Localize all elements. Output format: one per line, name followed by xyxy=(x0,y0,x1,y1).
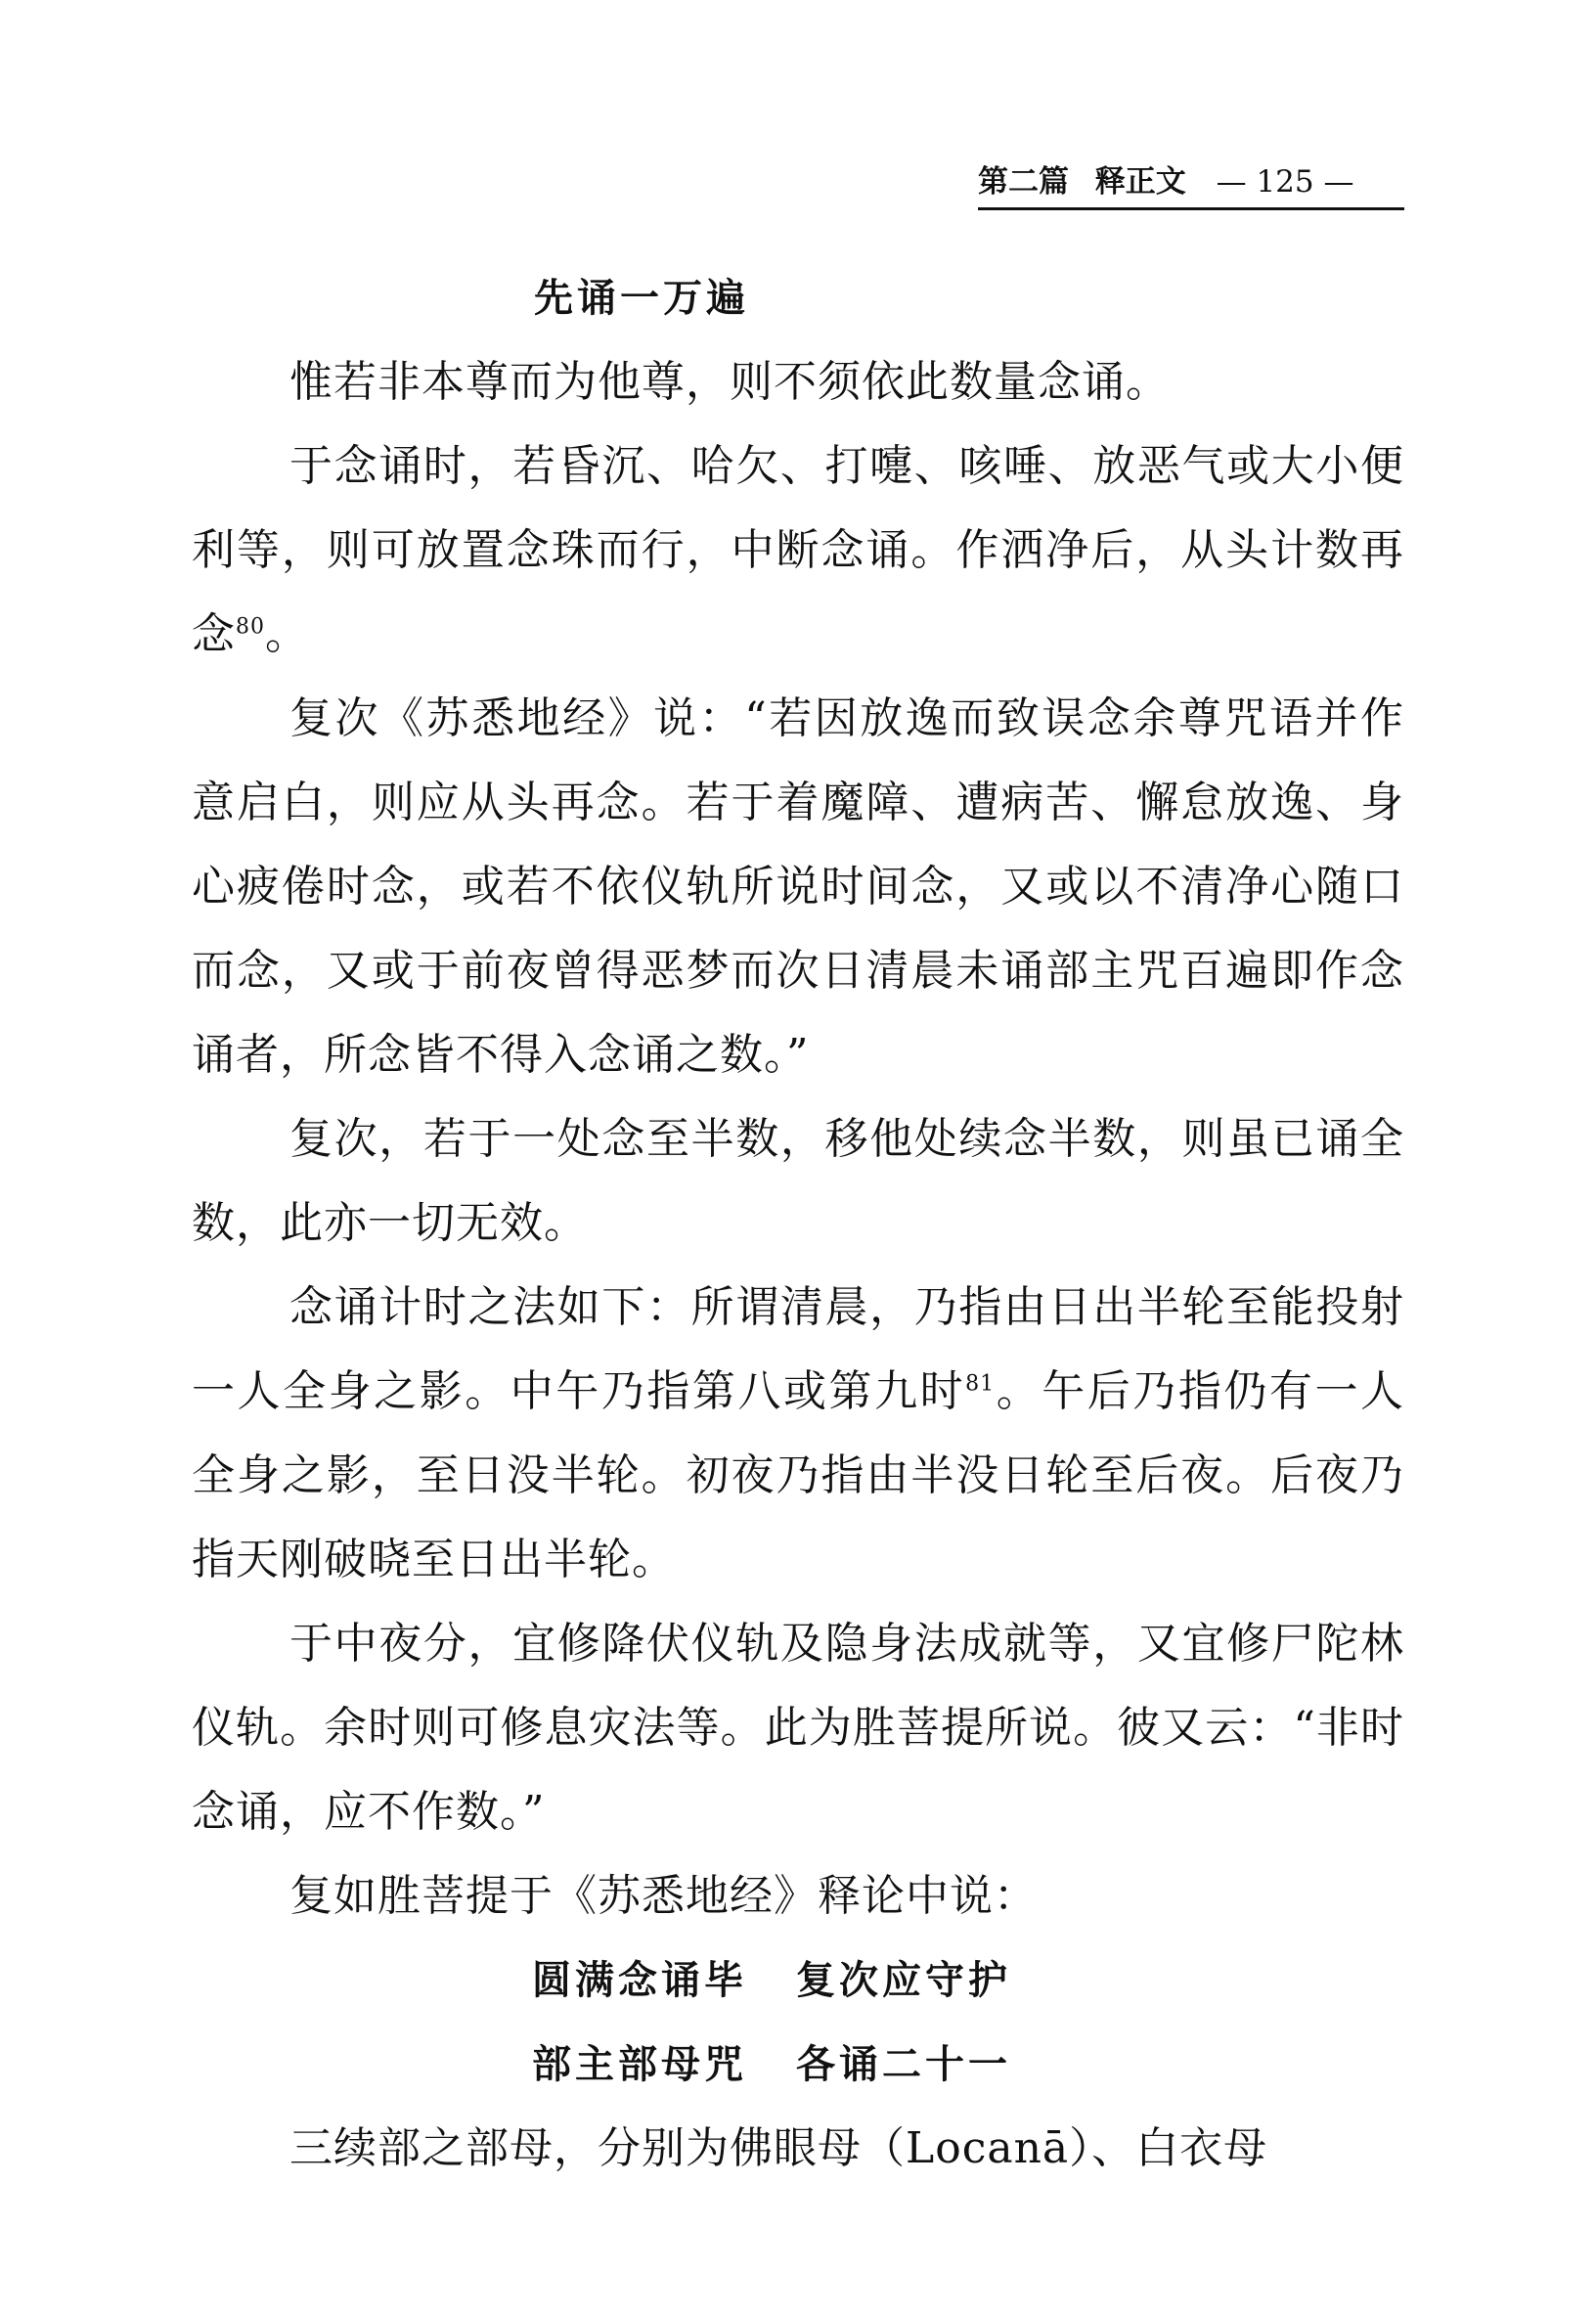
verse-line xyxy=(532,1938,1404,2023)
paragraph xyxy=(192,677,1404,1097)
verse-phrase: 圆满念诵毕 xyxy=(532,1957,747,2003)
paragraph-text: 复次《苏悉地经》说：“若因放逸而致误念余尊咒语并作意启白，则应从头再念。若于着魔障、遭病苦、懈怠放逸、身心疲倦时念，或若不依仪轨所说时间念，又或以不清净心随口而念，又或于前夜曾得恶梦而次日清晨未诵部主咒百遍即作念诵者，所念皆不得入念诵之数。” xyxy=(192,693,1404,1080)
verse-phrase: 复次应守护 xyxy=(796,1957,1011,2003)
running-header xyxy=(978,156,1404,210)
verse-phrase: 各诵二十一 xyxy=(796,2041,1011,2087)
paragraph-text: 惟若非本尊而为他尊，则不须依此数量念诵。 xyxy=(289,357,1170,407)
paragraph-text: 。 xyxy=(265,609,309,659)
paragraph-text: 。午后乃指仍有一人全身之影，至日没半轮。初夜乃指由半没日轮至后夜。后夜乃指天刚破晓至日出半轮。 xyxy=(192,1366,1405,1584)
paragraph xyxy=(192,1854,1404,1938)
verse-phrase: 部主部母咒 xyxy=(532,2041,747,2087)
paragraph xyxy=(192,424,1404,677)
paragraph-text: 念诵计时之法如下：所谓清晨，乃指由日出半轮至能投射一人全身之影。中午乃指第八或第九时 xyxy=(192,1282,1404,1416)
paragraph xyxy=(192,340,1404,424)
paragraph-text: 复如胜菩提于《苏悉地经》释论中说： xyxy=(289,1871,1038,1921)
footnote-marker: 81 xyxy=(965,1371,996,1397)
footnote-marker: 80 xyxy=(236,614,265,640)
verse-line xyxy=(532,2023,1404,2107)
chapter-label: 第二篇 xyxy=(978,164,1069,200)
verse-line: 先诵一万遍 xyxy=(534,275,749,321)
section-label: 释正文 xyxy=(1094,164,1186,200)
paragraph-text: 复次，若于一处念至半数，移他处续念半数，则虽已诵全数，此亦一切无效。 xyxy=(192,1114,1404,1248)
paragraph xyxy=(192,1602,1404,1854)
paragraph xyxy=(192,1266,1404,1602)
paragraph-text: 三续部之部母，分别为佛眼母（Locanā）、白衣母 xyxy=(289,2123,1268,2173)
paragraph-text: 于中夜分，宜修降伏仪轨及隐身法成就等，又宜修尸陀林仪轨。余时则可修息灾法等。此为胜菩提所说。彼又云：“非时念诵，应不作数。” xyxy=(192,1619,1404,1837)
paragraph-text: 于念诵时，若昏沉、哈欠、打嚏、咳唾、放恶气或大小便利等，则可放置念珠而行，中断念诵。作洒净后，从头计数再念 xyxy=(192,441,1404,659)
paragraph xyxy=(192,2107,1404,2191)
page-number: — 125 — xyxy=(1216,164,1354,200)
paragraph xyxy=(192,1097,1404,1266)
main-text xyxy=(192,256,1404,2191)
